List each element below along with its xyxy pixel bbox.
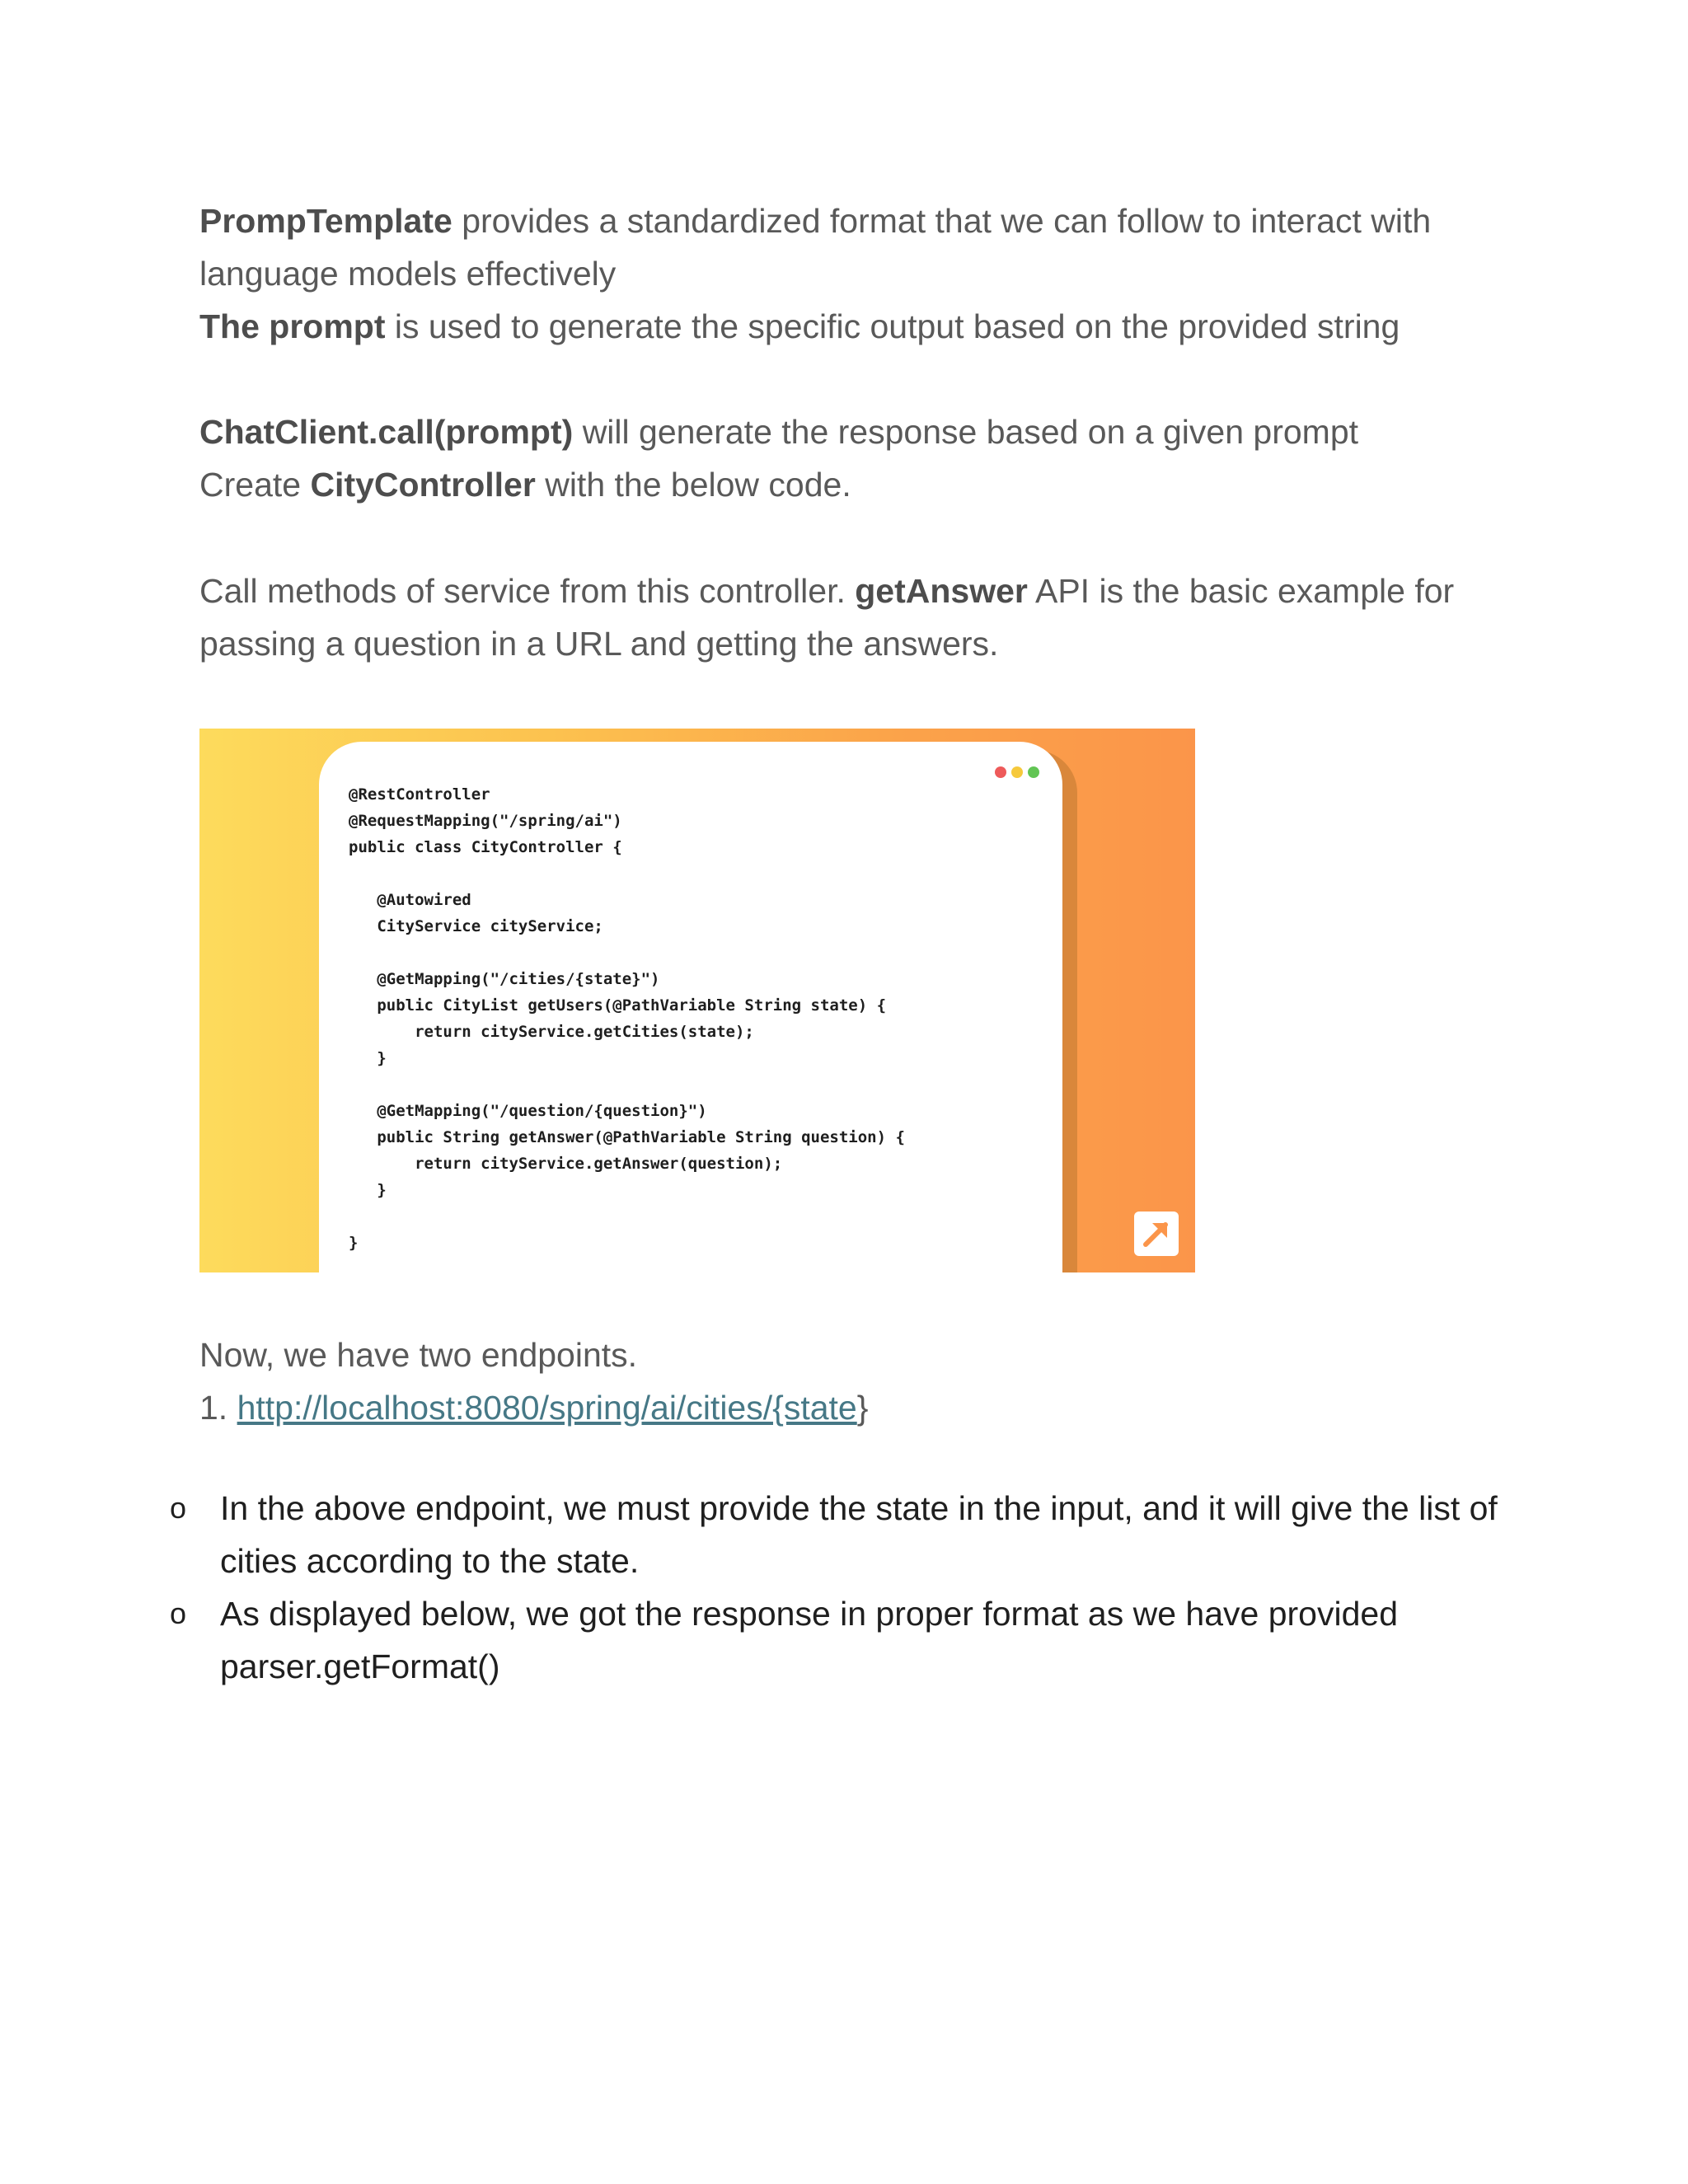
bold-term: ChatClient.call(prompt) [199,413,574,451]
code-block: @RestController @RequestMapping("/spring/ai") public class CityController { @Autowired CityService cityService; @GetMapping("/cities/{state}") public CityList getUsers(@PathVariable String state) { return cityService.getCities(state); } @GetMapping("/question/{question}") public String getAnswer(@PathVariable String question) { return cityService.getAnswer(question); } } [349,785,905,1252]
yellow-dot-icon [1011,766,1023,778]
paragraph-text: Call methods of service from this controller. [199,572,856,610]
bullet-marker: o [170,1596,187,1630]
bold-term: PrompTemplate [199,202,452,240]
bullet-item: As displayed below, we got the response in proper format as we have provided parser.getFormat() [220,1595,1398,1685]
paragraph-text: is used to generate the specific output based on the provided string [385,307,1400,345]
paragraph-text: Create [199,466,311,504]
red-dot-icon [995,766,1006,778]
paragraph-text: will generate the response based on a given prompt [573,413,1359,451]
green-dot-icon [1028,766,1039,778]
code-card [319,742,1062,1272]
link-suffix: } [856,1389,869,1427]
bullet-marker: o [170,1491,187,1525]
window-dots [995,766,1039,778]
paragraph-text: with the below code. [535,466,851,504]
share-arrow-icon [1134,1212,1179,1256]
paragraph-prompt-template [199,194,1502,353]
paragraph-text: provides a standardized format that we can follow to interact with language models effectively [199,202,1432,293]
code-screenshot-image [199,729,1195,1272]
paragraph-chat-client [199,405,1502,511]
bullet-item: In the above endpoint, we must provide the state in the input, and it will give the list of cities according to the state. [220,1489,1498,1580]
endpoint-link[interactable]: http://localhost:8080/spring/ai/cities/{state [237,1389,857,1427]
paragraph-endpoints: Now, we have two endpoints. [199,1336,638,1374]
paragraph-text: API is the basic example for passing a question in a URL and getting the answers. [199,572,1455,663]
paragraph-call-methods [199,565,1502,670]
bold-term: getAnswer [855,572,1028,610]
list-number: 1. [199,1389,237,1427]
endpoint-list-item [199,1381,868,1434]
bold-term: The prompt [199,307,386,345]
bold-term: CityController [310,466,536,504]
